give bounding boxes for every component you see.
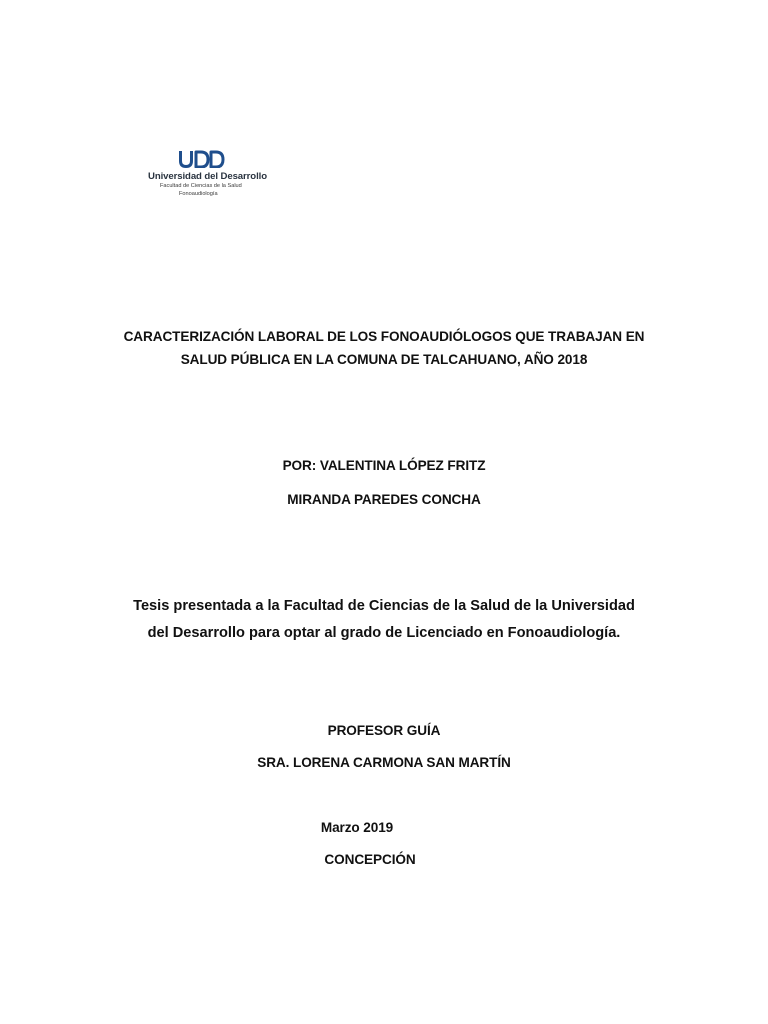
author-line-1: POR: VALENTINA LÓPEZ FRITZ (282, 458, 486, 473)
advisor-name: SRA. LORENA CARMONA SAN MARTÍN (257, 755, 511, 770)
logo-faculty-name: Facultad de Ciencias de la Salud (160, 183, 242, 189)
logo-university-name: Universidad del Desarrollo (148, 171, 267, 182)
advisor-label: PROFESOR GUÍA (327, 723, 441, 738)
university-logo (148, 150, 267, 202)
logo-school-name: Fonoaudiología (179, 191, 218, 197)
thesis-statement-line-1: Tesis presentada a la Facultad de Ciencias de la Salud de la Universidad (133, 598, 635, 614)
submission-place: CONCEPCIÓN (324, 852, 416, 867)
thesis-statement-line-2: del Desarrollo para optar al grado de Licenciado en Fonoaudiología. (147, 625, 621, 641)
thesis-title-line-2: SALUD PÚBLICA EN LA COMUNA DE TALCAHUANO, AÑO 2018 (180, 352, 588, 367)
udd-logo-icon (179, 150, 225, 168)
submission-date: Marzo 2019 (320, 820, 394, 835)
thesis-title-line-1: CARACTERIZACIÓN LABORAL DE LOS FONOAUDIÓLOGOS QUE TRABAJAN EN (123, 329, 645, 344)
author-line-2: MIRANDA PAREDES CONCHA (287, 492, 481, 507)
